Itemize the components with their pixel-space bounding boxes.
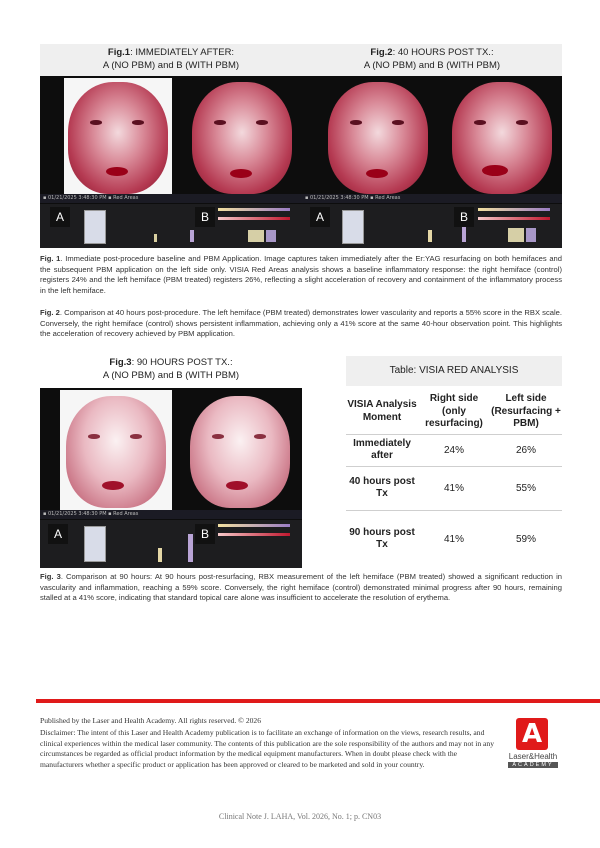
fig2-image	[302, 76, 562, 248]
footer-red-line	[36, 699, 600, 703]
fig2-caption: Fig. 2. Comparison at 40 hours post-procedure. The left hemiface (PBM treated) demonstrates lower vascularity and reports a 55% score in the RBX scale. Conversely, the right hemiface (control) shows persistent inflammation, achieving only a 41% score at the same 40-hour observation point. This highlights the acceleration of recovery achieved by PBM application.	[40, 308, 562, 339]
logo-line1: Laser&Health	[508, 752, 558, 761]
fig3-analysis-panel	[40, 520, 302, 568]
fig3-face-a	[66, 396, 166, 508]
table-cell-left: 55%	[490, 466, 562, 510]
table-cell-moment: 40 hours post Tx	[346, 466, 418, 510]
table-header-left: Left side (Resurfacing + PBM)	[490, 390, 562, 434]
table-header-right: Right side (only resurfacing)	[418, 390, 490, 434]
table-row	[346, 434, 562, 466]
fig1-label-a: A	[50, 207, 70, 227]
fig2-subtitle: A (NO PBM) and B (WITH PBM)	[363, 60, 501, 71]
fig2-label-a: A	[310, 207, 330, 227]
academy-logo	[500, 716, 566, 776]
fig3-subtitle: A (NO PBM) and B (WITH PBM)	[102, 370, 240, 381]
fig3-caption: Fig. 3. Comparison at 90 hours: At 90 hours post-resurfacing, RBX measurement of the left hemiface (PBM treated) showed a significant reduction in vascularity and inflammation, reaching a 59% score. Conversely, the right hemiface (control) demonstrated minimal progress after 90 hours, remaining stalled at a 41% score, indicating that standard topical care alone was insufficient to accelerate the resolution of erythema.	[40, 572, 562, 603]
fig2-analysis-panel	[302, 204, 562, 248]
logo-line2: ACADEMY	[508, 762, 558, 768]
fig2-status-bar: ▪ 01/21/2025 3:48:30 PM ▪ Red Areas	[302, 194, 562, 203]
fig2-title: Fig.2: 40 HOURS POST TX.:	[370, 47, 494, 58]
fig2-face-b	[452, 82, 552, 194]
fig1-face-b	[192, 82, 292, 194]
fig1-header	[40, 44, 302, 76]
fig1-subtitle: A (NO PBM) and B (WITH PBM)	[102, 60, 240, 71]
fig3-title: Fig.3: 90 HOURS POST TX.:	[109, 357, 233, 368]
table-header-row	[346, 390, 562, 434]
table-cell-moment: 90 hours post Tx	[349, 526, 415, 551]
table-row	[346, 510, 562, 568]
fig1-caption: Fig. 1. Immediate post-procedure baseline and PBM Application. Image captures taken immediately after the Er:YAG resurfacing on both hemifaces and the subsequent PBM application on the left side only. VISIA Red Areas analysis shows a baseline inflammatory response: the right hemiface (control) registers 24% and the left hemiface (PBM treated) registers 26%, reflecting a slight acceleration of recovery and containment of the inflammatory process in the left hemiface.	[40, 254, 562, 295]
logo-mark-icon: A	[516, 718, 548, 750]
footer-disclaimer: Disclaimer: The intent of this Laser and Health Academy publication is to facilitate an exchange of information on the views, research results, and clinical experiences within the medical laser community. The contents of this publication are the sole responsibility of the authors and may not in any circumstances be regarded as official product information by the medical equipment manufacturers. When in doubt please check with the manufacturers whether a specific product or application has been approved or cleared to be marketed and sold in your country.	[40, 728, 495, 769]
fig1-face-a	[68, 82, 168, 194]
fig1-image	[40, 76, 302, 248]
fig1-status-bar: ▪ 01/21/2025 3:48:30 PM ▪ Red Areas	[40, 194, 302, 203]
table-cell-right: 41%	[443, 533, 464, 545]
table-cell-left: 26%	[490, 434, 562, 466]
fig2-label-b: B	[454, 207, 474, 227]
fig3-image	[40, 388, 302, 568]
table-cell-right: 41%	[418, 466, 490, 510]
footer-published: Published by the Laser and Health Academy. All rights reserved. © 2026	[40, 716, 262, 725]
fig3-face-b	[190, 396, 290, 508]
fig2-face-a	[328, 82, 428, 194]
fig1-title: Fig.1: IMMEDIATELY AFTER:	[107, 47, 235, 58]
fig3-status-bar: ▪ 01/21/2025 3:48:30 PM ▪ Red Areas	[40, 510, 302, 519]
table-title: Table: VISIA RED ANALYSIS	[346, 356, 562, 386]
fig3-header	[40, 354, 302, 388]
fig3-label-a: A	[48, 524, 68, 544]
table-cell-right: 24%	[418, 434, 490, 466]
visia-red-table	[346, 390, 562, 568]
fig1-label-b: B	[195, 207, 215, 227]
fig1-analysis-panel	[40, 204, 302, 248]
table-cell-moment: Immediately after	[346, 434, 418, 466]
fig2-header	[302, 44, 562, 76]
table-cell-left: 59%	[515, 533, 536, 545]
footer-citation: Clinical Note J. LAHA, Vol. 2026, No. 1; p. CN03	[218, 812, 382, 821]
fig3-label-b: B	[195, 524, 215, 544]
table-header-moment: VISIA Analysis Moment	[346, 390, 418, 434]
table-row	[346, 466, 562, 510]
